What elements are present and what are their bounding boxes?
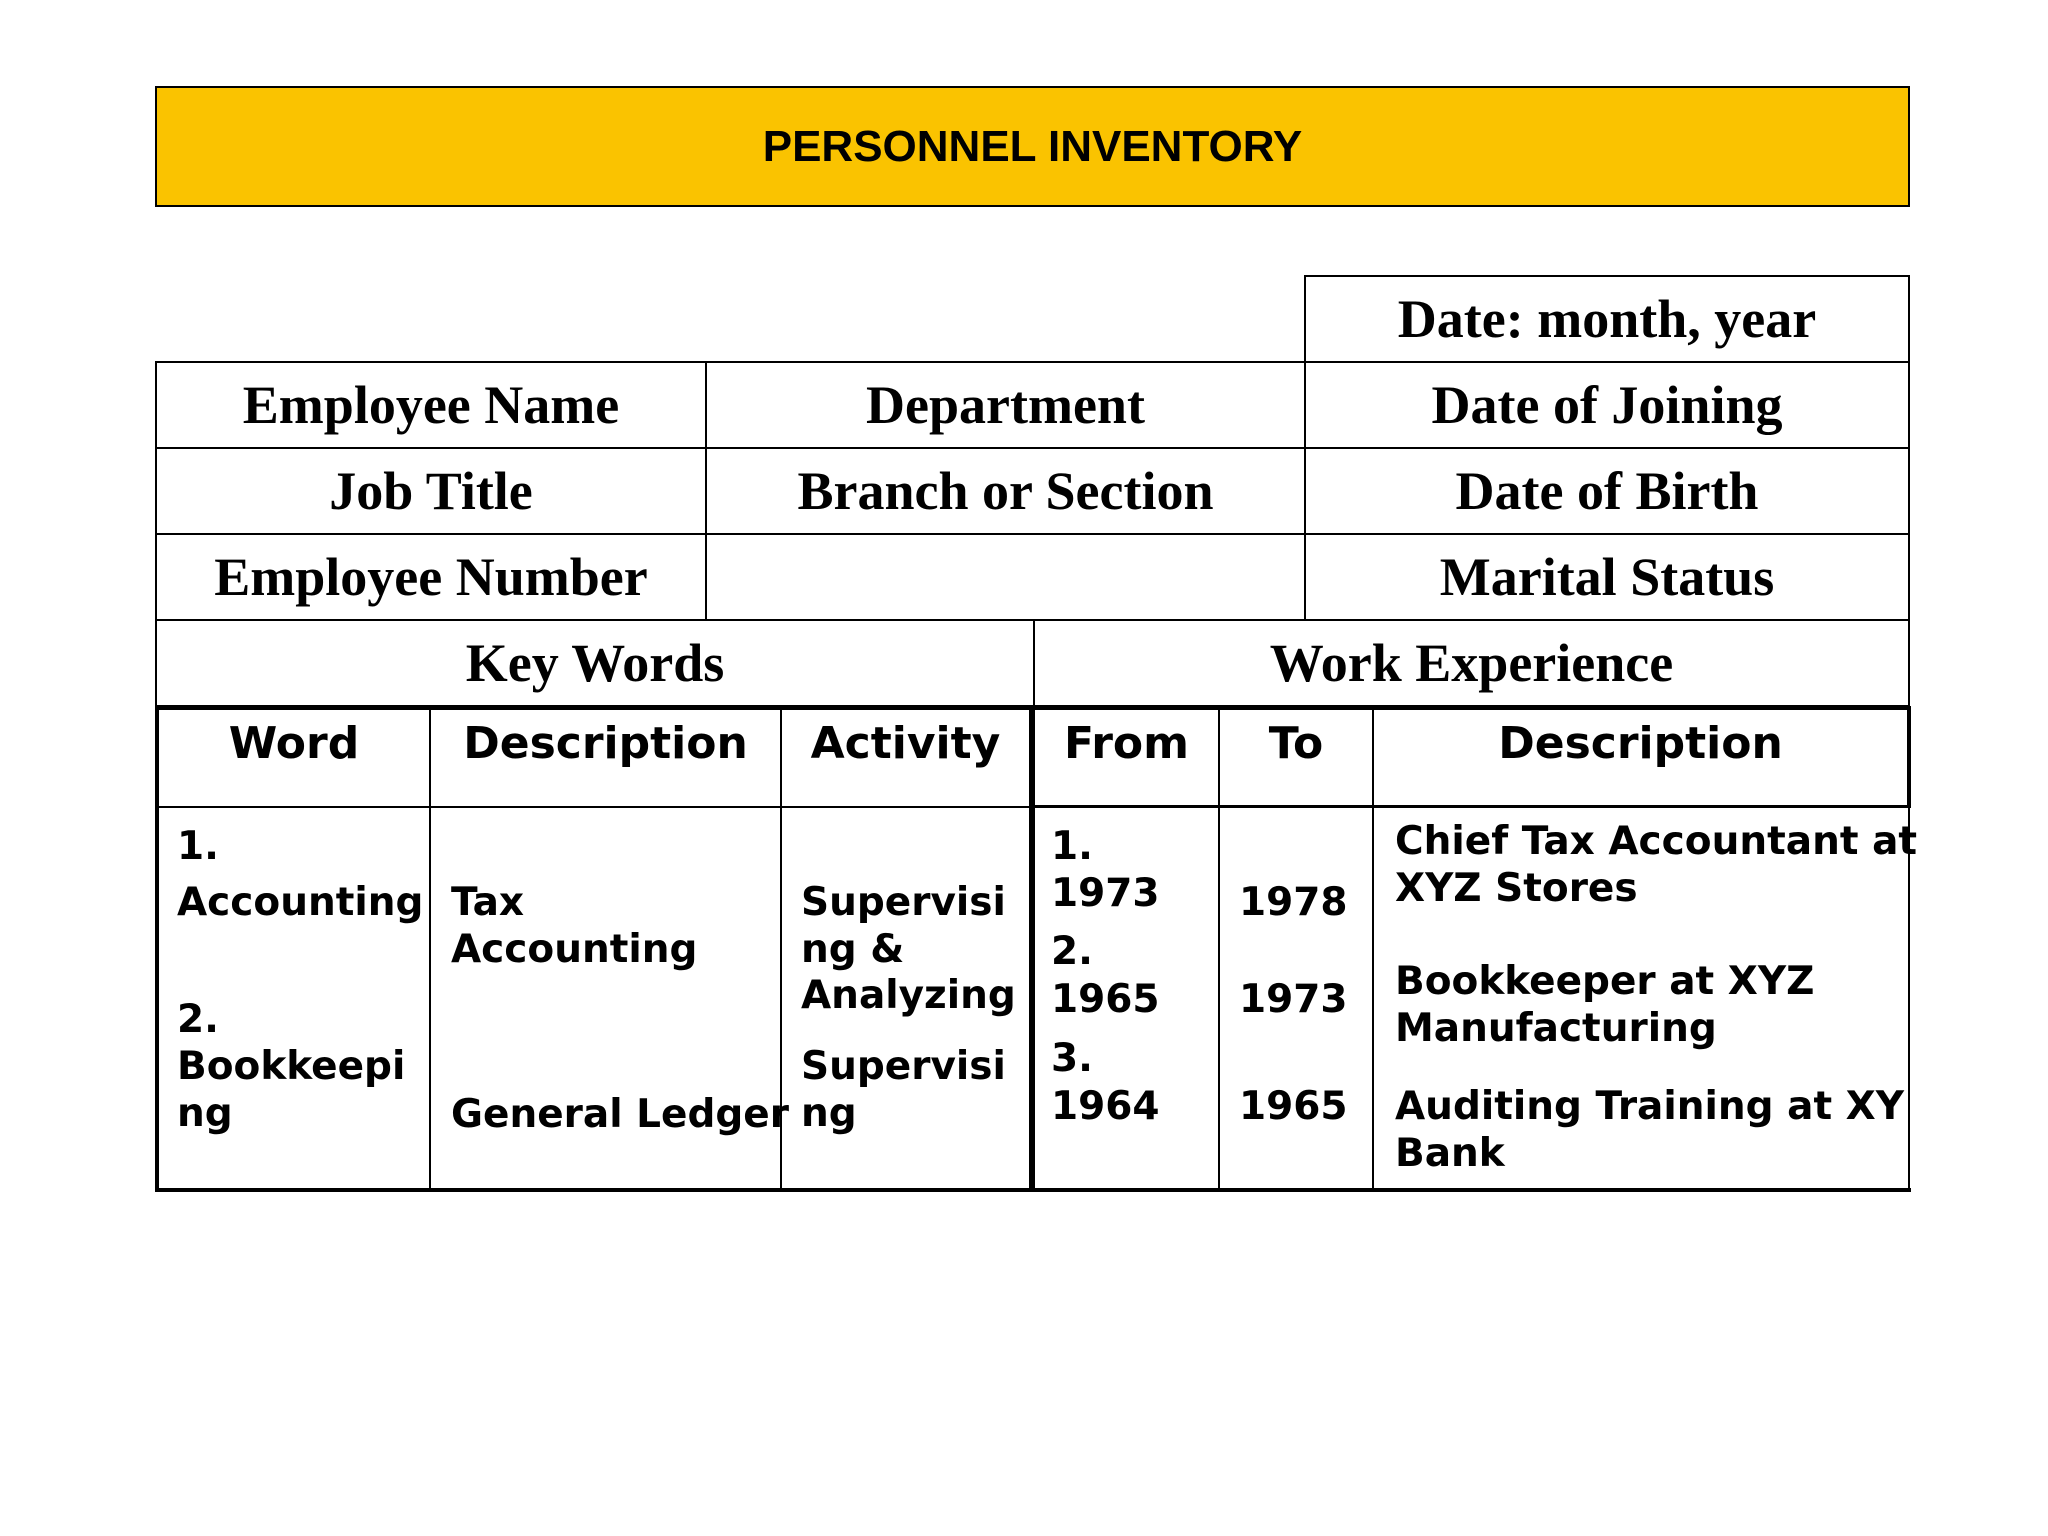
kw-activity-line: Supervisi — [801, 880, 1006, 925]
date-of-birth-field — [1304, 447, 1910, 535]
we-description-line: XYZ Stores — [1395, 866, 1638, 911]
page-title: PERSONNEL INVENTORY — [155, 86, 1910, 207]
kw-activity-cell — [801, 706, 1029, 1192]
employee-number-field — [155, 533, 707, 621]
kw-word-cell — [177, 706, 427, 1192]
we-to-line: 1973 — [1239, 977, 1348, 1022]
we-from-line: 1973 — [1051, 871, 1160, 916]
kw-header-description-label: Description — [463, 718, 748, 769]
we-description-line: Bookkeeper at XYZ — [1395, 959, 1815, 1004]
work-experience-table — [1031, 706, 1918, 1192]
we-from-cell — [1051, 706, 1216, 1192]
we-right-border-header — [1907, 706, 1911, 808]
key-words-label: Key Words — [465, 633, 725, 693]
we-to-line: 1965 — [1239, 1084, 1348, 1129]
date-field — [1304, 275, 1910, 363]
we-from-line: 3. — [1051, 1036, 1093, 1081]
department-label: Department — [866, 375, 1145, 435]
employee-name-label: Employee Name — [242, 375, 620, 435]
we-description-line: Bank — [1395, 1131, 1505, 1176]
kw-word-line: Accounting — [177, 880, 424, 925]
marital-status-field — [1304, 533, 1910, 621]
department-field — [705, 361, 1306, 449]
kw-word-line: ng — [177, 1091, 233, 1136]
employee-number-label: Employee Number — [214, 547, 648, 607]
we-header-to-label: To — [1268, 718, 1324, 769]
kw-activity-line: Analyzing — [801, 973, 1016, 1018]
date-of-birth-label: Date of Birth — [1455, 461, 1759, 521]
marital-status-label: Marital Status — [1439, 547, 1775, 607]
date-of-joining-label: Date of Joining — [1431, 375, 1783, 435]
we-to-cell — [1239, 706, 1369, 1192]
work-experience-section-header — [1033, 619, 1910, 707]
we-header-description-label: Description — [1498, 718, 1783, 769]
we-description-line: Chief Tax Accountant at — [1395, 819, 1918, 864]
kw-activity-line: Supervisi — [801, 1044, 1006, 1089]
we-from-line: 1. — [1051, 824, 1093, 869]
date-of-joining-field — [1304, 361, 1910, 449]
we-header-from-label: From — [1063, 718, 1190, 769]
we-from-line: 1964 — [1051, 1084, 1160, 1129]
job-title-field — [155, 447, 707, 535]
kw-word-line: 1. — [177, 824, 219, 869]
work-experience-label: Work Experience — [1269, 633, 1674, 693]
we-description-line: Manufacturing — [1395, 1006, 1717, 1051]
job-title-label: Job Title — [329, 461, 533, 521]
key-words-table — [155, 706, 1033, 1192]
kw-activity-line: ng — [801, 1091, 857, 1136]
date-label: Date: month, year — [1397, 289, 1817, 349]
kw-description-line: General Ledger — [451, 1092, 789, 1137]
we-description-line: Auditing Training at XY — [1395, 1084, 1904, 1129]
branch-or-section-label: Branch or Section — [797, 461, 1214, 521]
kw-description-line: Tax — [451, 880, 525, 925]
empty-field — [705, 533, 1306, 621]
kw-header-word-label: Word — [228, 718, 360, 769]
we-to-line: 1978 — [1239, 880, 1348, 925]
we-from-line: 2. — [1051, 929, 1093, 974]
kw-word-line: Bookkeepi — [177, 1044, 406, 1089]
kw-word-line: 2. — [177, 997, 219, 1042]
employee-name-field — [155, 361, 707, 449]
we-description-cell — [1395, 706, 1918, 1192]
we-from-line: 1965 — [1051, 977, 1160, 1022]
key-words-section-header — [155, 619, 1035, 707]
branch-or-section-field — [705, 447, 1306, 535]
kw-description-cell — [451, 706, 789, 1192]
kw-header-activity-label: Activity — [810, 718, 1001, 769]
kw-activity-line: ng & — [801, 927, 905, 972]
kw-description-line: Accounting — [451, 927, 698, 972]
